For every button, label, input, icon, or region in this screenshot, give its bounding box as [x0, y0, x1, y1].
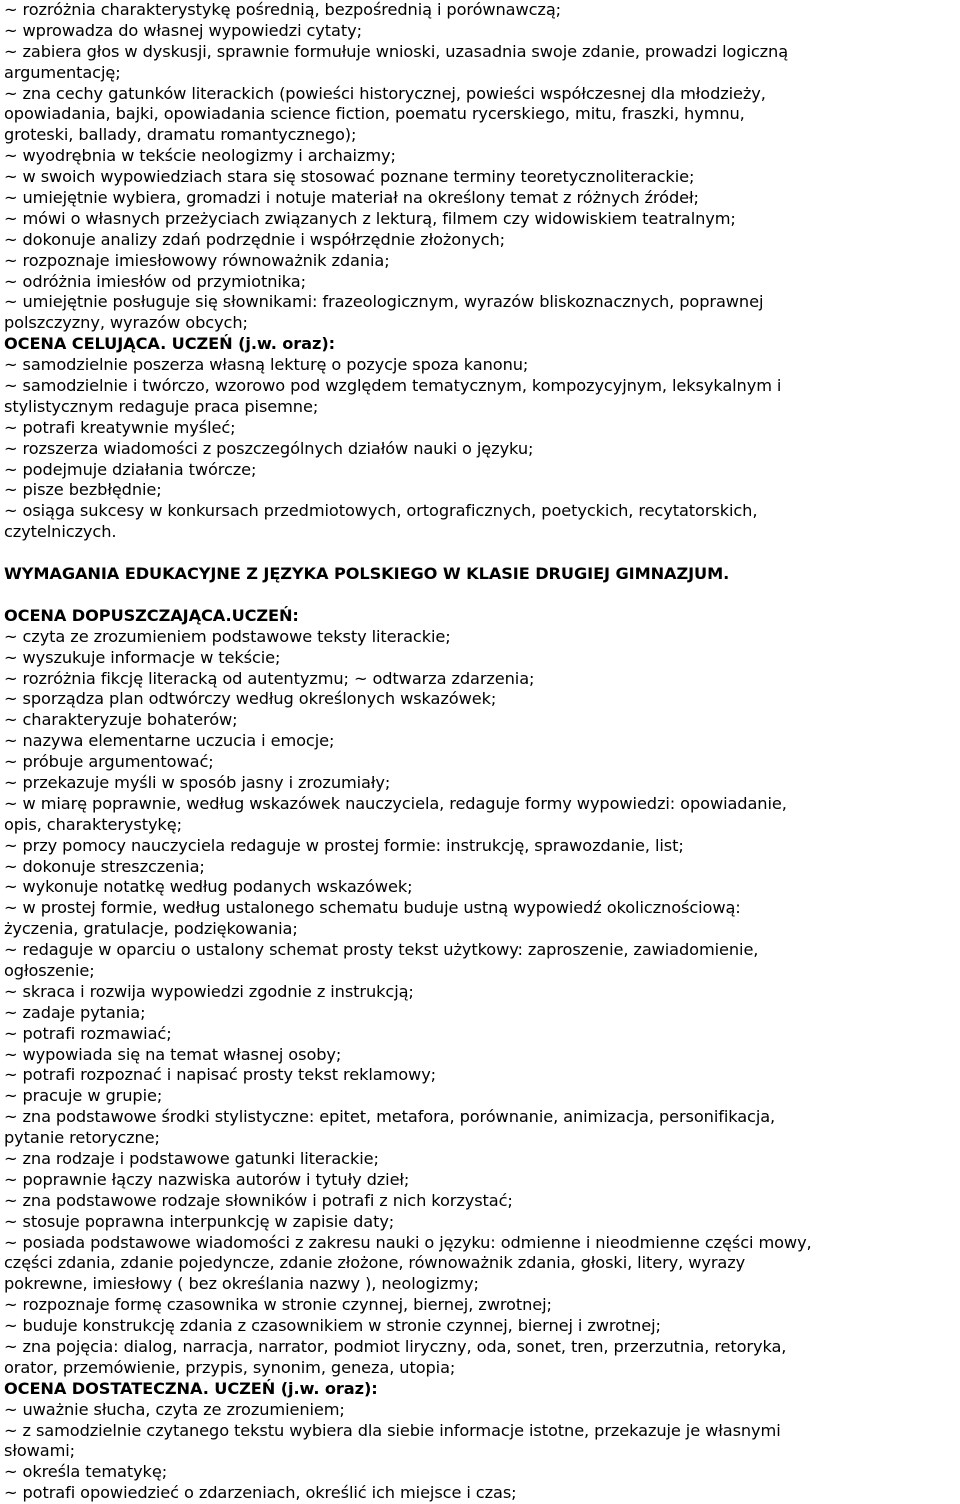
text-line: ~ przekazuje myśli w sposób jasny i zrozumiały; — [4, 772, 391, 792]
text-line: argumentację; — [4, 62, 121, 82]
text-line: ~ umiejętnie wybiera, gromadzi i notuje materiał na określony temat z różnych źródeł; — [4, 188, 699, 208]
blank-line — [4, 585, 954, 606]
document-page — [4, 0, 954, 1504]
text-line: ~ rozróżnia charakterystykę pośrednią, bezpośrednią i porównawczą; — [4, 0, 562, 19]
text-line: ~ uważnie słucha, czyta ze zrozumieniem; — [4, 1399, 345, 1419]
text-line: ~ mówi o własnych przeżyciach związanych z lekturą, filmem czy widowiskiem teatralnym; — [4, 208, 736, 228]
text-line: pytanie retoryczne; — [4, 1128, 160, 1148]
text-line: ~ zna podstawowe środki stylistyczne: epitet, metafora, porównanie, animizacja, personifikacja, — [4, 1107, 776, 1127]
text-line: opowiadania, bajki, opowiadania science fiction, poematu rycerskiego, mitu, fraszki, hymnu, — [4, 104, 745, 124]
text-line: ~ czyta ze zrozumieniem podstawowe teksty literackie; — [4, 626, 451, 646]
text-line: ~ buduje konstrukcję zdania z czasownikiem w stronie czynnej, biernej i zwrotnej; — [4, 1316, 661, 1336]
text-line: ~ zadaje pytania; — [4, 1002, 146, 1022]
text-line: ~ redaguje w oparciu o ustalony schemat prosty tekst użytkowy: zaproszenie, zawiadomienie, — [4, 940, 759, 960]
text-line: czytelniczych. — [4, 522, 117, 542]
text-line: ~ skraca i rozwija wypowiedzi zgodnie z instrukcją; — [4, 981, 414, 1001]
text-line: ~ pisze bezbłędnie; — [4, 480, 162, 500]
text-line: ~ zna podstawowe rodzaje słowników i potrafi z nich korzystać; — [4, 1190, 513, 1210]
text-line: ~ potrafi kreatywnie myśleć; — [4, 417, 236, 437]
text-line: ~ potrafi rozpoznać i napisać prosty tekst reklamowy; — [4, 1065, 437, 1085]
text-line: ~ zna pojęcia: dialog, narracja, narrator, podmiot liryczny, oda, sonet, tren, przerzutnia, retoryka, — [4, 1337, 787, 1356]
text-line: ~ zabiera głos w dyskusji, sprawnie formułuje wnioski, uzasadnia swoje zdanie, prowadzi logiczną — [4, 41, 789, 61]
text-line: życzenia, gratulacje, podziękowania; — [4, 919, 298, 939]
text-line: ~ stosuje poprawna interpunkcję w zapisie daty; — [4, 1211, 395, 1231]
text-line: ~ określa tematykę; — [4, 1462, 168, 1482]
text-line: ~ zna rodzaje i podstawowe gatunki literackie; — [4, 1148, 379, 1168]
text-line: ~ wyodrębnia w tekście neologizmy i archaizmy; — [4, 146, 396, 166]
section-heading: OCENA DOSTATECZNA. UCZEŃ (j.w. oraz): — [4, 1378, 378, 1398]
text-line: ~ umiejętnie posługuje się słownikami: frazeologicznym, wyrazów bliskoznacznych, poprawnej — [4, 292, 764, 312]
text-line: polszczyzny, wyrazów obcych; — [4, 313, 248, 333]
text-line: ~ zna cechy gatunków literackich (powieści historycznej, powieści współczesnej dla młodzieży, — [4, 83, 766, 103]
text-line: ~ sporządza plan odtwórczy według określonych wskazówek; — [4, 689, 497, 709]
section-heading: OCENA CELUJĄCA. UCZEŃ (j.w. oraz): — [4, 334, 335, 354]
text-line: stylistycznym redaguje praca pisemne; — [4, 396, 319, 416]
text-line: ~ z samodzielnie czytanego tekstu wybiera dla siebie informacje istotne, przekazuje je własnymi — [4, 1420, 781, 1440]
text-line: ~ przy pomocy nauczyciela redaguje w prostej formie: instrukcję, sprawozdanie, list; — [4, 835, 684, 855]
text-line: ~ podejmuje działania twórcze; — [4, 459, 257, 479]
text-line: ~ próbuje argumentować; — [4, 752, 214, 772]
text-line: ~ odróżnia imiesłów od przymiotnika; — [4, 271, 306, 291]
text-line: ~ samodzielnie i twórczo, wzorowo pod względem tematycznym, kompozycyjnym, leksykalnym i — [4, 376, 782, 396]
text-line: słowami; — [4, 1441, 76, 1461]
text-line: ~ wykonuje notatkę według podanych wskazówek; — [4, 877, 413, 897]
text-line: orator, przemówienie, przypis, synonim, geneza, utopia; — [4, 1357, 456, 1377]
text-line: ~ wprowadza do własnej wypowiedzi cytaty; — [4, 20, 362, 40]
text-line: ogłoszenie; — [4, 960, 95, 980]
text-line: ~ wyszukuje informacje w tekście; — [4, 647, 281, 667]
section-heading: OCENA DOPUSZCZAJĄCA.UCZEŃ: — [4, 605, 299, 625]
text-line: ~ rozszerza wiadomości z poszczególnych działów nauki o języku; — [4, 438, 534, 458]
text-line: części zdania, zdanie pojedyncze, zdanie złożone, równoważnik zdania, głoski, litery, wyrazy — [4, 1253, 746, 1273]
text-line: ~ w swoich wypowiedziach stara się stosować poznane terminy teoretycznoliterackie; — [4, 167, 695, 187]
text-line: groteski, ballady, dramatu romantycznego); — [4, 125, 357, 145]
text-line: ~ w prostej formie, według ustalonego schematu buduje ustną wypowiedź okolicznościową: — [4, 898, 741, 918]
text-line: ~ nazywa elementarne uczucia i emocje; — [4, 731, 335, 751]
text-line: ~ samodzielnie poszerza własną lekturę o pozycje spoza kanonu; — [4, 355, 529, 375]
text-line: ~ poprawnie łączy nazwiska autorów i tytuły dzieł; — [4, 1169, 410, 1189]
text-line: ~ wypowiada się na temat własnej osoby; — [4, 1044, 342, 1064]
text-line: ~ charakteryzuje bohaterów; — [4, 710, 238, 730]
text-line: ~ posiada podstawowe wiadomości z zakresu nauki o języku: odmienne i nieodmienne części mowy, — [4, 1232, 812, 1252]
text-line: opis, charakterystykę; — [4, 814, 182, 834]
text-line: ~ dokonuje streszczenia; — [4, 856, 205, 876]
section-heading: WYMAGANIA EDUKACYJNE Z JĘZYKA POLSKIEGO W KLASIE DRUGIEJ GIMNAZJUM. — [4, 564, 730, 584]
text-line: pokrewne, imiesłowy ( bez określania nazwy ), neologizmy; — [4, 1274, 479, 1294]
text-line: ~ osiąga sukcesy w konkursach przedmiotowych, ortograficznych, poetyckich, recytatorskich, — [4, 501, 758, 521]
text-line: ~ w miarę poprawnie, według wskazówek nauczyciela, redaguje formy wypowiedzi: opowiadanie, — [4, 793, 787, 813]
text-line: ~ dokonuje analizy zdań podrzędnie i współrzędnie złożonych; — [4, 229, 506, 249]
text-line: ~ rozpoznaje imiesłowowy równoważnik zdania; — [4, 250, 390, 270]
blank-line — [4, 543, 954, 564]
text-line: ~ potrafi rozmawiać; — [4, 1023, 172, 1043]
text-line: ~ rozpoznaje formę czasownika w stronie czynnej, biernej, zwrotnej; — [4, 1295, 552, 1315]
text-line: ~ potrafi opowiedzieć o zdarzeniach, określić ich miejsce i czas; — [4, 1483, 517, 1503]
text-line: ~ rozróżnia fikcję literacką od autentyzmu; ~ odtwarza zdarzenia; — [4, 668, 535, 688]
text-line: ~ pracuje w grupie; — [4, 1086, 163, 1106]
